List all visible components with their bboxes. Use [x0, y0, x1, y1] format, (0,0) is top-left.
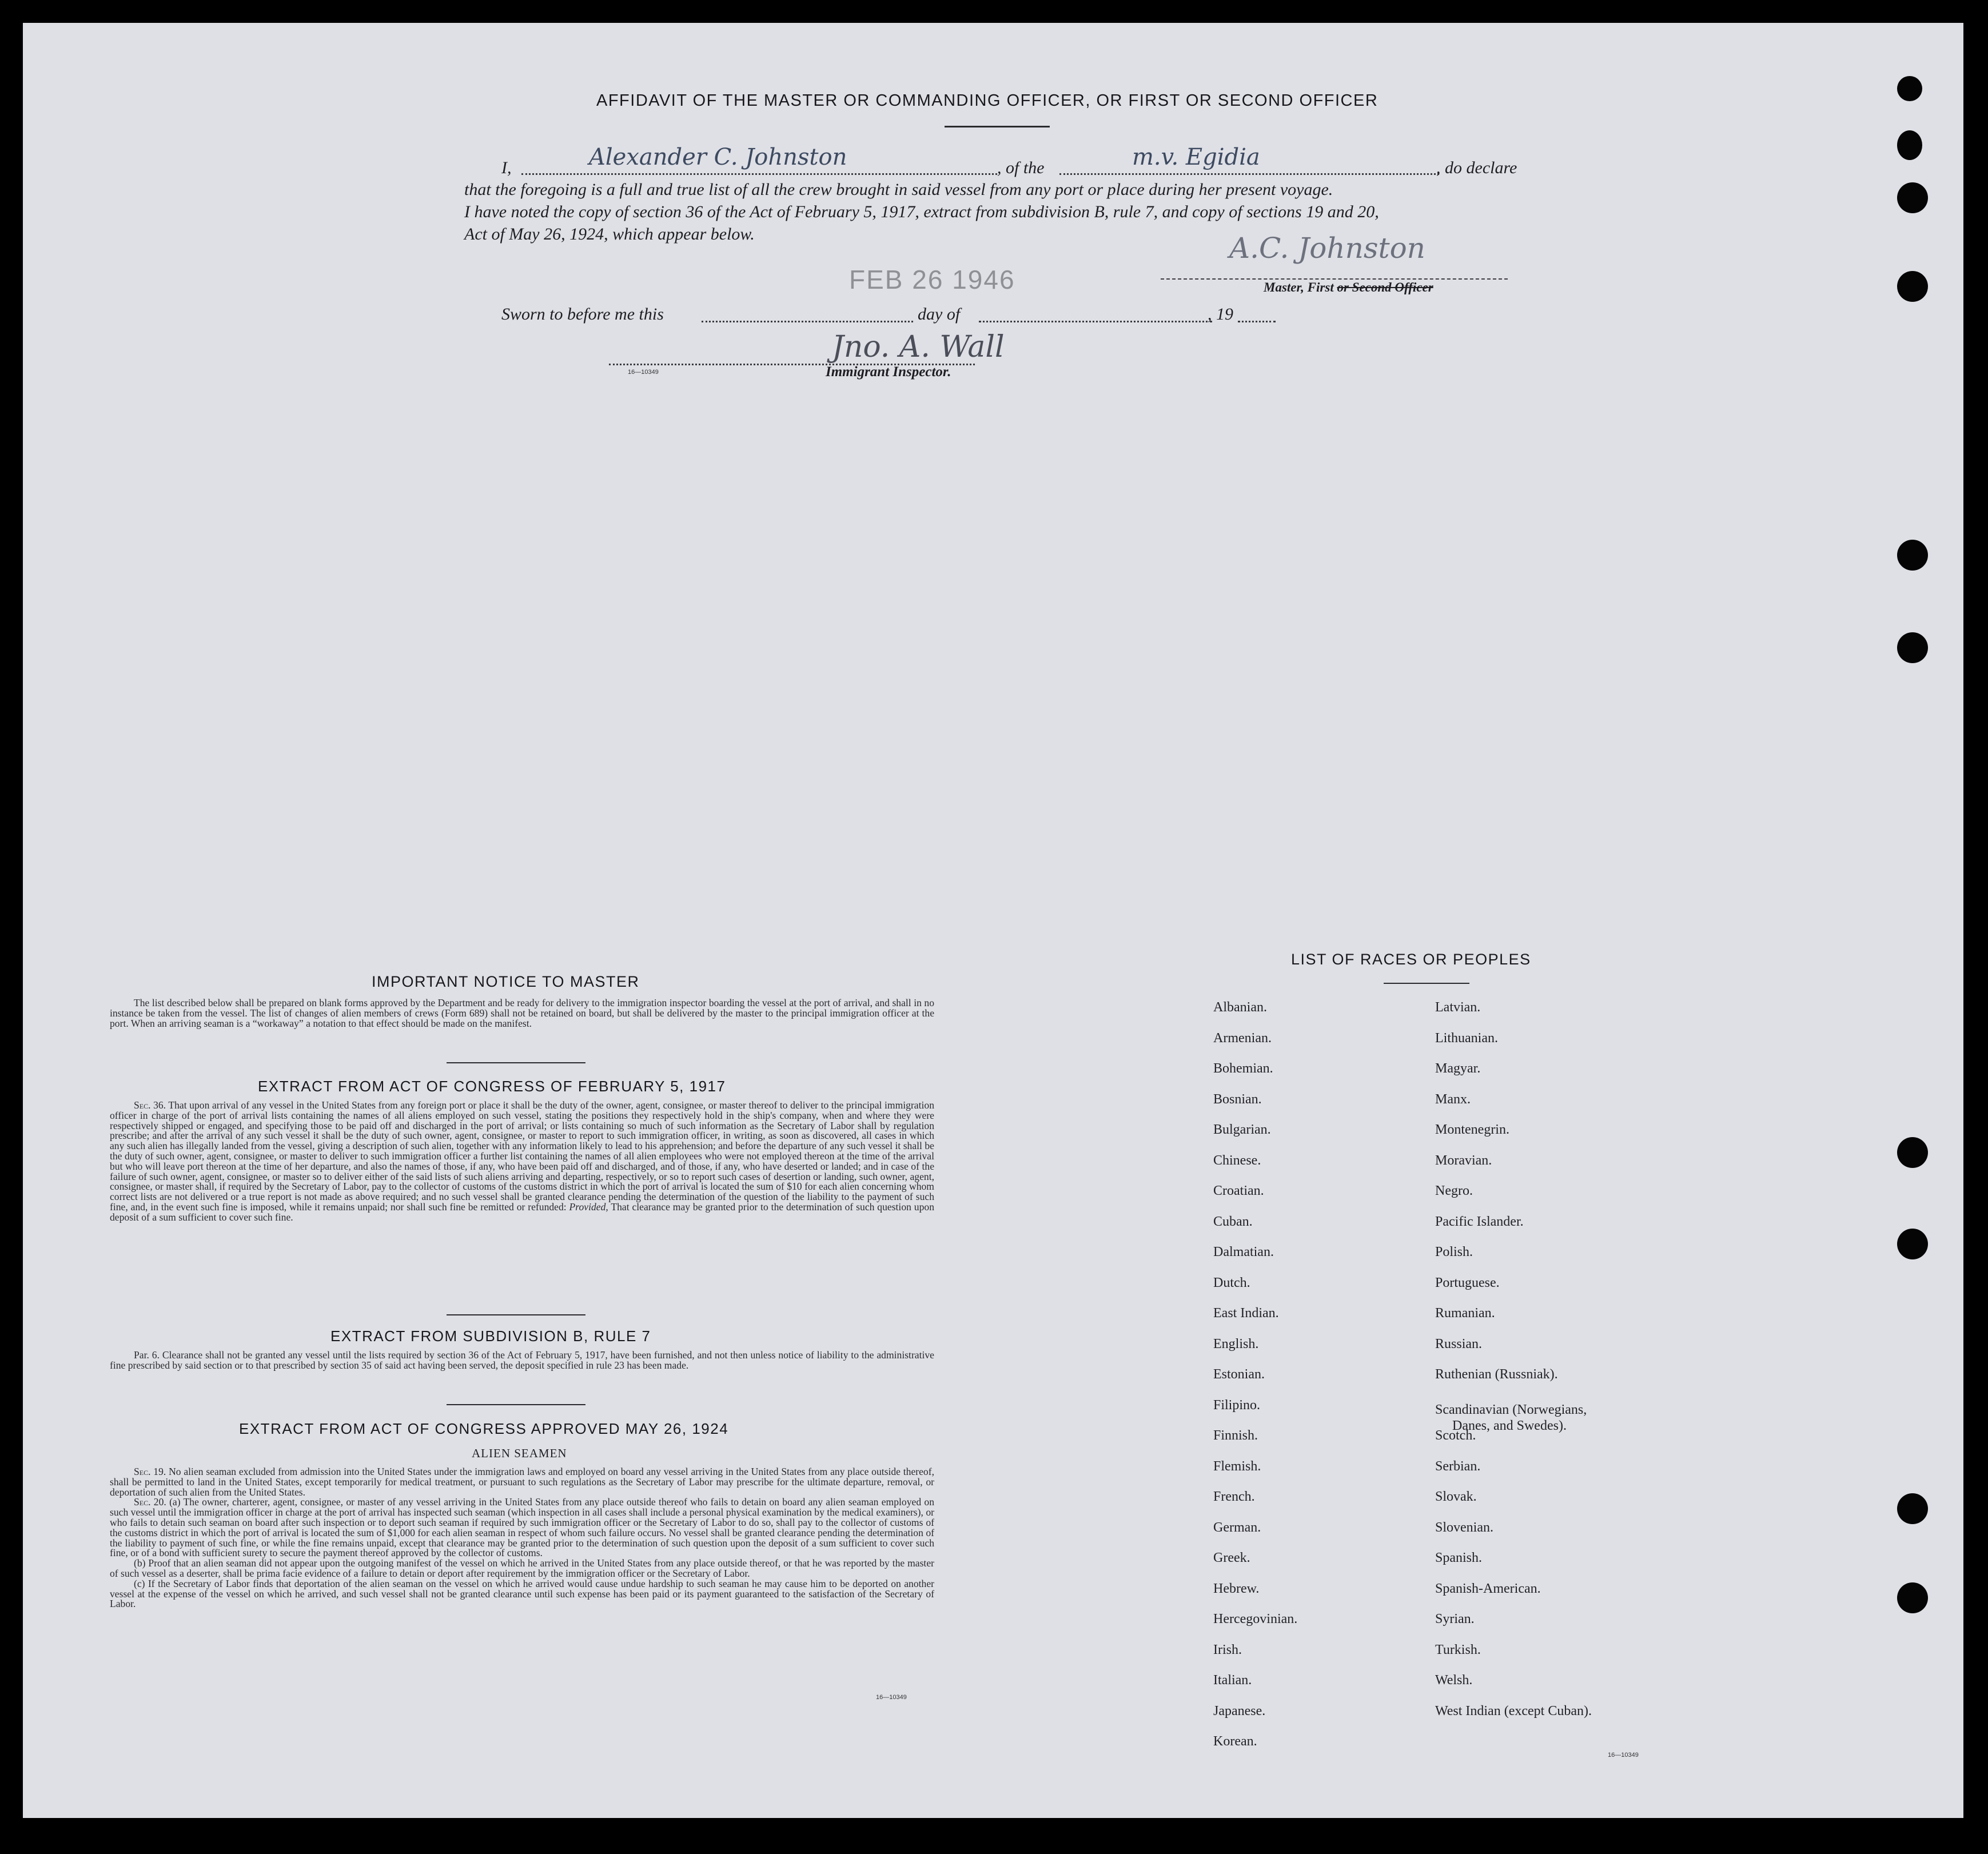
- sworn-year-line: [1238, 321, 1276, 322]
- year-prefix: , 19: [1208, 305, 1233, 324]
- race-item: Filipino.: [1213, 1397, 1261, 1413]
- extract-1917-text: [110, 1101, 934, 1223]
- punch-hole: [1897, 540, 1928, 571]
- do-declare-label: , do declare: [1436, 158, 1517, 177]
- race-item: Croatian.: [1213, 1183, 1264, 1198]
- section-20-b-paragraph: (b) Proof that an alien seaman did not appear upon the outgoing manifest of the vessel on which he arrived in the United States from any place outside thereof, or that he was reported by the master of such vessel as a deserter, shall be prima facie evidence of a failure to detain or deport after requirement by the immigration officer or the Secretary of Labor.: [110, 1557, 934, 1579]
- race-item: East Indian.: [1213, 1306, 1279, 1321]
- notice-title: IMPORTANT NOTICE TO MASTER: [372, 973, 640, 990]
- race-item: Scotch.: [1435, 1428, 1476, 1443]
- section-19-label: Sec. 19.: [134, 1466, 166, 1477]
- notice-text: [110, 998, 934, 1028]
- punch-hole: [1897, 271, 1928, 302]
- punch-hole: [1897, 76, 1922, 101]
- race-item: Scandinavian (Norwegians,: [1435, 1402, 1587, 1417]
- race-item: Italian.: [1213, 1673, 1252, 1688]
- race-item: Serbian.: [1435, 1458, 1481, 1474]
- punch-hole: [1897, 1229, 1928, 1259]
- race-item: Ruthenian (Russniak).: [1435, 1367, 1558, 1382]
- day-of-label: day of: [918, 305, 961, 324]
- race-item: Spanish.: [1435, 1550, 1483, 1565]
- sworn-label: Sworn to before me this: [501, 305, 664, 324]
- struck-caption: or Second Officer: [1337, 280, 1433, 294]
- race-item: Spanish-American.: [1435, 1581, 1541, 1596]
- section-36-paragraph: [110, 1101, 934, 1223]
- races-rule: [1384, 983, 1469, 984]
- race-item: Magyar.: [1435, 1061, 1481, 1076]
- race-item: Welsh.: [1435, 1673, 1473, 1688]
- title-rule: [945, 126, 1050, 127]
- master-caption-text: Master, First: [1264, 280, 1337, 294]
- race-item: Chinese.: [1213, 1153, 1261, 1168]
- race-item: German.: [1213, 1520, 1261, 1535]
- section-20-c-paragraph: (c) If the Secretary of Labor finds that deportation of the alien seaman on the vessel on which he arrived would cause undue hardship to such seaman he may cause him to be deported on another vessel at the expense of the vessel on which he arrived, and such vessel shall not be granted clearance until such expense has been paid or its payment guaranteed to the satisfaction of the Secretary of Labor.: [110, 1577, 934, 1610]
- notice-paragraph: The list described below shall be prepared on blank forms approved by the Department and be ready for delivery to the immigration inspector boarding the vessel at the port of arrival, and shall in no instance be taken from the vessel. The list of changes of alien members of crews (Form 689) shall not be retained on board, but shall be delivered by the master to the principal immigration officer at the port. When an arriving seaman is a “workaway” a notation to that effect should be made on the manifest.: [110, 997, 934, 1029]
- provided-word: Provided,: [569, 1201, 608, 1213]
- race-item: Armenian.: [1213, 1030, 1272, 1046]
- race-item: Slovenian.: [1435, 1520, 1493, 1535]
- section-36-text: That upon arrival of any vessel in the United States from any foreign port or place it shall be the duty of the owner, agent, consignee, or master thereof to deliver to the principal immigration officer in charge of the port of arrival lists containing the names of all aliens employed on such vessel, stating the positions they respectively hold in the ship's company, when and where they were respectively shipped or engaged, and specifying those to be paid off and discharged in the port of arrival; or lists containing so much of such information as the Secretary of Labor shall by regulation prescribe; and after the arrival of any such vessel it shall be the duty of such owner, agent, consignee, or master to report to such immigration officer, in writing, as soon as discovered, all cases in which any such alien has illegally landed from the vessel, giving a description of such alien, together with any information likely to lead to his apprehension; and before the departure of any such vessel it shall be the duty of such owner, agent, consignee, or master to deliver to such immigration officer a further list containing the names of all alien employees who were not employed thereon at the time of the arrival but who will leave port thereon at the time of her departure, and also the names of those, if any, who have been paid off and discharged, and of those, if any, who have deserted or landed; and in case of the failure of such owner, agent, consignee, or master so to deliver either of the said lists of such aliens arriving and departing, respectively, or so to report such cases of desertion or landing, such owner, agent, consignee, or master shall, if required by the Secretary of Labor, pay to the collector of customs of the customs district in which the port of arrival is located the sum of $10 for each alien concerning whom correct lists are not delivered or a true report is not made as above required; and no such vessel shall be granted clearance pending the determination of the question of the liability to the payment of such fine, and, in the event such fine is imposed, while it remains unpaid; nor shall such fine be remitted or refunded:: [110, 1099, 934, 1213]
- section-19-paragraph: [110, 1467, 934, 1497]
- name-field-line: [521, 173, 997, 175]
- affidavit-line-4: Act of May 26, 1924, which appear below.: [464, 225, 755, 244]
- race-item: Slovak.: [1435, 1489, 1477, 1504]
- affidavit-i: I,: [501, 158, 512, 177]
- form-number-top: 16—10349: [628, 369, 659, 376]
- notice-rule: [447, 1062, 585, 1063]
- extract-1917-rule: [447, 1314, 585, 1315]
- rule-7-text: [110, 1350, 934, 1371]
- punch-hole: [1897, 1493, 1928, 1524]
- race-item: Hebrew.: [1213, 1581, 1260, 1596]
- rule-7-title: EXTRACT FROM SUBDIVISION B, RULE 7: [330, 1327, 651, 1345]
- race-item: Montenegrin.: [1435, 1122, 1509, 1137]
- race-item: Russian.: [1435, 1336, 1483, 1351]
- race-item: Danes, and Swedes).: [1452, 1418, 1567, 1433]
- date-stamp: FEB 26 1946: [849, 265, 1015, 294]
- affidavit-line-3: I have noted the copy of section 36 of the Act of February 5, 1917, extract from subdivision B, rule 7, and copy of sections 19 and 20,: [464, 202, 1379, 221]
- inspector-caption: Immigrant Inspector.: [826, 364, 951, 380]
- race-item: French.: [1213, 1489, 1255, 1504]
- race-item: English.: [1213, 1336, 1259, 1351]
- punch-hole: [1897, 1137, 1928, 1168]
- race-item: Cuban.: [1213, 1214, 1253, 1229]
- race-item: Negro.: [1435, 1183, 1473, 1198]
- form-number-bottom-right: 16—10349: [1608, 1752, 1639, 1759]
- race-item: Syrian.: [1435, 1612, 1475, 1626]
- affidavit-line-2: that the foregoing is a full and true list of all the crew brought in said vessel from any port or place during her present voyage.: [464, 180, 1333, 199]
- race-item: Finnish.: [1213, 1428, 1258, 1443]
- affidavit-title: AFFIDAVIT OF THE MASTER OR COMMANDING OFFICER, OR FIRST OR SECOND OFFICER: [596, 91, 1379, 110]
- master-signature-line: [1161, 278, 1508, 280]
- punch-hole: [1897, 130, 1922, 160]
- extract-1924-text: [110, 1467, 934, 1609]
- master-name-handwriting: Alexander C. Johnston: [589, 144, 847, 170]
- master-caption: [1264, 280, 1433, 295]
- section-36-label: Sec. 36.: [134, 1099, 166, 1111]
- rule-7-paragraph: Par. 6. Clearance shall not be granted any vessel until the lists required by section 36 of the Act of February 5, 1917, have been furnished, and not then unless notice of liability to the administrative fine prescribed by said section or to that prescribed by section 35 of said act having been served, the deposit specified in rule 23 has been made.: [110, 1349, 934, 1371]
- races-title: LIST OF RACES OR PEOPLES: [1291, 951, 1531, 968]
- section-20-text: (a) The owner, charterer, agent, consignee, or master of any vessel arriving in the United States from any place outside thereof who fails to detain on board any alien seaman employed on such vessel until the immigration officer in charge at the port of arrival has inspected such seaman (which inspection in all cases shall include a personal physical examination by the medical examiners), or who fails to detain such seaman on board after such inspection or to deport such seaman if required by such immigration officer or the Secretary of Labor to do so, shall pay to the collector of customs of the customs district in which the port of arrival is located the sum of $1,000 for each alien seaman in respect of whom such failure occurs. No vessel shall be granted clearance pending the determination of the liability to payment of such fine, or while the fine remains unpaid, except that clearance may be granted prior to the determination of such question upon the deposit of a sum sufficient to cover such fine, or of a bond with sufficient surety to secure the payment thereof approved by the collector of customs.: [110, 1496, 934, 1559]
- race-item: Flemish.: [1213, 1458, 1261, 1474]
- vessel-name-handwriting: m.v. Egidia: [1132, 144, 1260, 170]
- section-36-proviso: That clearance may be granted prior to the determination of such question upon deposit of a sum sufficient to cover such fine.: [110, 1201, 934, 1223]
- race-item: Bohemian.: [1213, 1061, 1273, 1076]
- race-item: Japanese.: [1213, 1703, 1266, 1719]
- race-item: Korean.: [1213, 1734, 1257, 1749]
- punch-hole: [1897, 632, 1928, 663]
- punch-hole: [1897, 1582, 1928, 1613]
- race-item: Moravian.: [1435, 1153, 1492, 1168]
- section-20-paragraph: [110, 1497, 934, 1558]
- master-signature: A.C. Johnston: [1229, 232, 1425, 265]
- race-item: Hercegovinian.: [1213, 1612, 1298, 1626]
- race-item: Albanian.: [1213, 1000, 1267, 1015]
- race-item: Greek.: [1213, 1550, 1250, 1565]
- race-item: Latvian.: [1435, 1000, 1481, 1015]
- race-item: West Indian (except Cuban).: [1435, 1703, 1592, 1719]
- race-item: Lithuanian.: [1435, 1030, 1498, 1046]
- alien-seamen-subtitle: ALIEN SEAMEN: [472, 1446, 567, 1460]
- form-number-bottom-left: 16—10349: [876, 1694, 907, 1701]
- inspector-signature: Jno. A. Wall: [832, 330, 1005, 364]
- race-item: Irish.: [1213, 1642, 1242, 1657]
- race-item: Pacific Islander.: [1435, 1214, 1524, 1229]
- race-item: Polish.: [1435, 1245, 1473, 1259]
- race-item: Dutch.: [1213, 1275, 1250, 1290]
- of-the-label: , of the: [997, 158, 1045, 177]
- rule-7-rule: [447, 1404, 585, 1405]
- sworn-month-line: [979, 321, 1212, 322]
- race-item: Turkish.: [1435, 1642, 1481, 1657]
- race-item: Portuguese.: [1435, 1275, 1500, 1290]
- extract-1917-title: EXTRACT FROM ACT OF CONGRESS OF FEBRUARY 5, 1917: [258, 1078, 726, 1095]
- race-item: Manx.: [1435, 1091, 1471, 1107]
- sworn-day-line: [702, 321, 913, 322]
- section-20-label: Sec. 20.: [134, 1496, 166, 1508]
- race-item: Bosnian.: [1213, 1091, 1262, 1107]
- extract-1924-title: EXTRACT FROM ACT OF CONGRESS APPROVED MAY 26, 1924: [239, 1420, 729, 1437]
- section-19-text: No alien seaman excluded from admission into the United States under the immigration laws and employed on board any vessel arriving in the United States from any place outside thereof, shall be permitted to land in the United States, except temporarily for medical treatment, or pursuant to such regulations as the Secretary of Labor may prescribe for the ultimate departure, removal, or deportation of such alien from the United States.: [110, 1466, 934, 1498]
- punch-hole: [1897, 182, 1928, 213]
- race-item: Dalmatian.: [1213, 1245, 1274, 1259]
- race-item: Estonian.: [1213, 1367, 1265, 1382]
- race-item: Bulgarian.: [1213, 1122, 1271, 1137]
- race-item: Rumanian.: [1435, 1306, 1495, 1321]
- vessel-field-line: [1059, 173, 1439, 175]
